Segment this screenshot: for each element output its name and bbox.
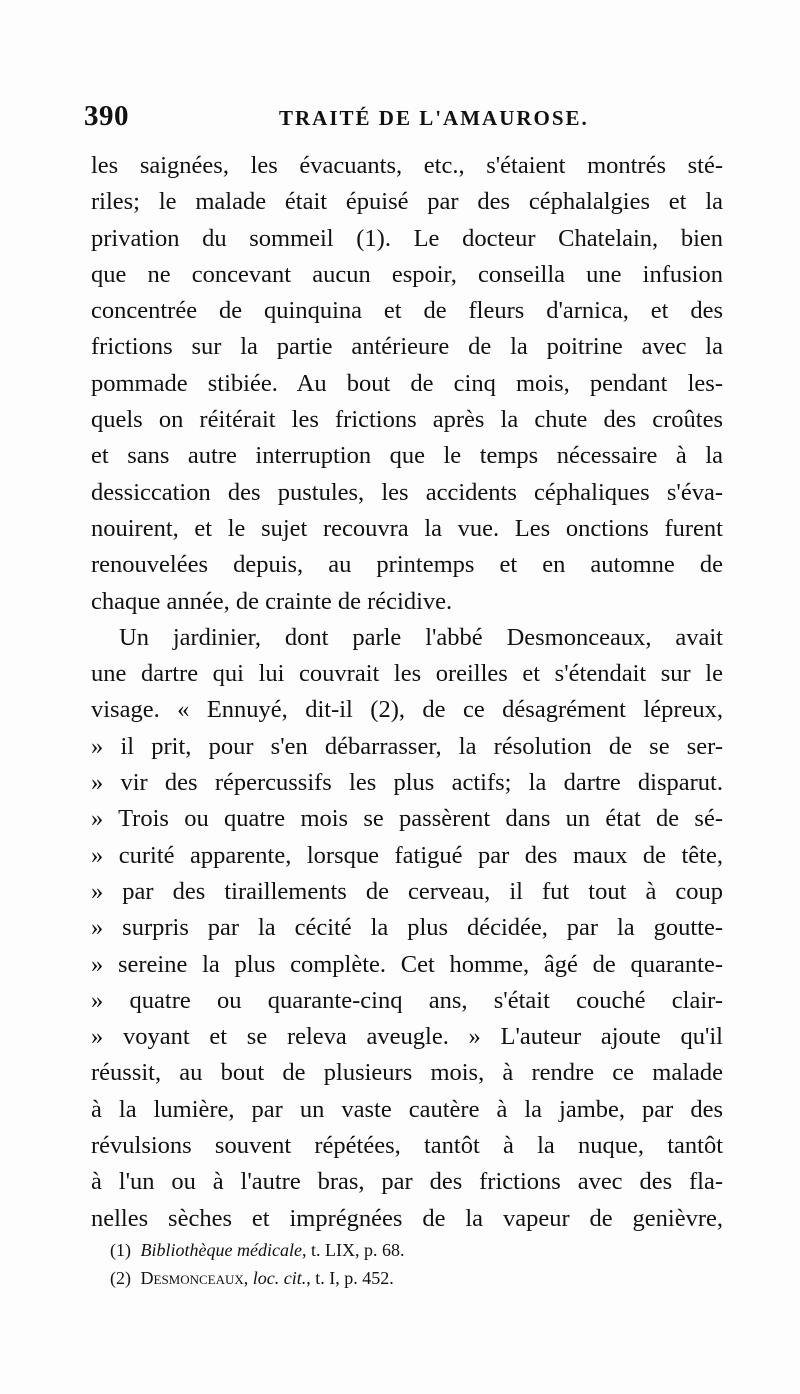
text-line: » il prit, pour s'en débarrasser, la résolution de se ser- [91, 732, 723, 760]
footnote-2: (2) Desmonceaux, loc. cit., t. I, p. 452. [110, 1264, 670, 1292]
text-line: frictions sur la partie antérieure de la poitrine avec la [91, 333, 723, 361]
footnotes [110, 1236, 670, 1292]
footnote-reference: , t. LIX, p. 68. [301, 1240, 405, 1260]
text-line: renouvelées depuis, au printemps et en automne de [91, 551, 723, 579]
text-line: réussit, au bout de plusieurs mois, à rendre ce malade [91, 1059, 723, 1087]
text-line: les saignées, les évacuants, etc., s'étaient montrés sté- [91, 152, 723, 179]
text-line: » voyant et se releva aveugle. » L'auteur ajoute qu'il [91, 1023, 723, 1051]
text-line: que ne concevant aucun espoir, conseilla une infusion [91, 260, 723, 288]
text-line: nelles sèches et imprégnées de la vapeur de genièvre, [91, 1204, 723, 1232]
footnote-source: loc. cit. [252, 1268, 307, 1288]
text-line: » quatre ou quarante-cinq ans, s'était couché clair- [91, 986, 723, 1014]
text-line: » sereine la plus complète. Cet homme, âgé de quarante- [91, 950, 723, 978]
text-line: » vir des répercussifs les plus actifs; la dartre disparut. [91, 769, 723, 797]
footnote-1 [110, 1236, 670, 1264]
page-header [84, 100, 724, 140]
body-text [91, 148, 723, 1237]
text-line: » surpris par la cécité la plus décidée, par la goutte- [91, 914, 723, 942]
footnote-author: Desmonceaux [140, 1268, 244, 1288]
text-line: nouirent, et le sujet recouvra la vue. Les onctions furent [91, 514, 723, 542]
text-line: à l'un ou à l'autre bras, par des frictions avec des fla- [91, 1168, 723, 1196]
footnote-mark: (1) [110, 1240, 131, 1260]
text-line: et sans autre interruption que le temps nécessaire à la [91, 442, 723, 470]
text-line: visage. « Ennuyé, dit-il (2), de ce désagrément lépreux, [91, 696, 723, 724]
text-line: une dartre qui lui couvrait les oreilles et s'étendait sur le [91, 660, 723, 688]
text-line: chaque année, de crainte de récidive. [91, 587, 453, 615]
text-line: Un jardinier, dont parle l'abbé Desmonceaux, avait [119, 623, 723, 651]
text-line: » curité apparente, lorsque fatigué par des maux de tête, [91, 841, 723, 869]
text-line: révulsions souvent répétées, tantôt à la nuque, tantôt [91, 1132, 723, 1160]
text-line: privation du sommeil (1). Le docteur Chatelain, bien [91, 224, 723, 252]
text-line: riles; le malade était épuisé par des céphalalgies et la [91, 188, 723, 216]
text-line: » Trois ou quatre mois se passèrent dans un état de sé- [91, 805, 723, 833]
text-line: » par des tiraillements de cerveau, il fut tout à coup [91, 877, 723, 905]
footnote-reference: , t. I, p. 452. [306, 1268, 394, 1288]
footnote-mark: (2) [110, 1268, 131, 1288]
running-title: TRAITÉ DE L'AMAUROSE. [279, 106, 589, 130]
text-line: dessiccation des pustules, les accidents céphaliques s'éva- [91, 478, 723, 506]
text-line: pommade stibiée. Au bout de cinq mois, pendant les- [91, 369, 723, 397]
page-number: 390 [84, 100, 129, 132]
text-line: concentrée de quinquina et de fleurs d'arnica, et des [91, 297, 723, 325]
text-line: quels on réitérait les frictions après la chute des croûtes [91, 406, 723, 434]
footnote-source: Bibliothèque médicale [140, 1240, 302, 1260]
text-line: à la lumière, par un vaste cautère à la jambe, par des [91, 1095, 723, 1123]
